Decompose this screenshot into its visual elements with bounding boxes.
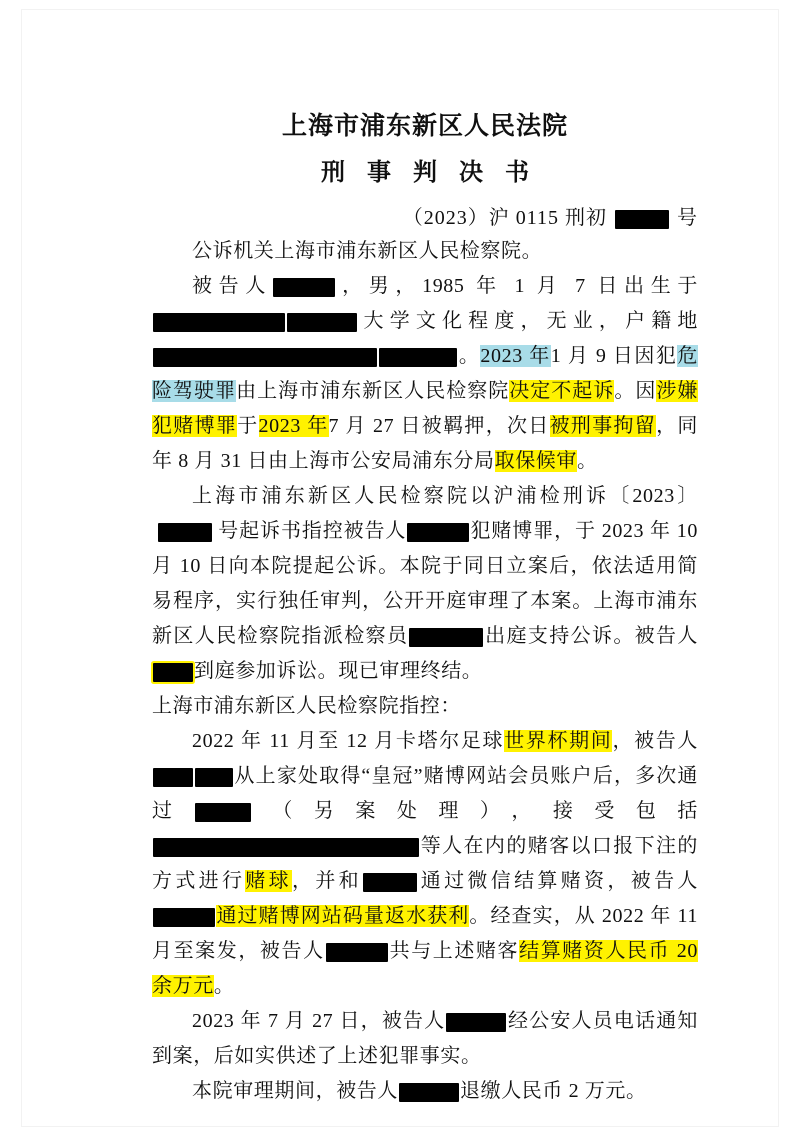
highlight-settlement-amount: 结算赌资人民币 20 余万元 [152, 939, 698, 997]
text-run: 本院审理期间，被告人 [192, 1079, 398, 1102]
highlight-bail: 取保候审 [494, 449, 578, 472]
text-run: 2023 年 7 月 27 日，被告人 [192, 1009, 446, 1032]
text-run: ，同年 8 月 31 日由上海市公安局浦东分局 [152, 414, 699, 472]
redaction-block [195, 803, 251, 822]
redaction-block [153, 313, 285, 332]
redaction-block [153, 768, 193, 787]
text-run: 到庭参加诉讼。现已审理终结。 [194, 659, 483, 682]
case-number-suffix: 号 [677, 206, 698, 229]
text-run: 。 [577, 449, 598, 472]
paragraph-facts [152, 724, 698, 1004]
redaction-block [287, 313, 357, 332]
text-run: （另案处理），接受包括 [251, 799, 698, 822]
text-run: 大学文化程度，无业，户籍地 [358, 309, 698, 332]
paper-sheet [22, 10, 778, 1126]
text-run: 公诉机关上海市浦东新区人民检察院。 [192, 239, 543, 262]
paragraph-surrender [152, 1004, 698, 1074]
text-run: 从上家处取得“皇冠”赌博网站会员账户后，多次通过 [152, 764, 698, 822]
court-title: 上海市浦东新区人民法院 [281, 113, 568, 140]
highlight-date-2023: 2023 年 [480, 344, 551, 367]
redaction-block [153, 838, 419, 857]
highlight-dangerous-driving: 危险驾驶罪 [152, 344, 699, 402]
redaction-block [326, 943, 388, 962]
text-run: 。经查实，从 2022 年 11 月至案发，被告人 [152, 904, 699, 962]
paragraph-prosecuting-organ [152, 234, 698, 269]
redaction-block [409, 628, 483, 647]
highlight-date-2023-2: 2023 年 [258, 414, 329, 437]
text-run: 号起诉书指控被告人 [218, 519, 407, 542]
highlight-gambling-suspicion: 涉嫌犯赌博罪 [152, 379, 698, 437]
text-run: 1 月 9 日因犯 [550, 344, 678, 367]
text-run: 通过微信结算赌资，被告人 [418, 869, 699, 892]
redaction-block [153, 348, 377, 367]
text-run: ，并和 [292, 869, 363, 892]
text-run: 经公安人员电话通知到案，后如实供述了上述犯罪事实。 [152, 1009, 698, 1067]
paragraph-accusation-header [152, 689, 698, 724]
text-run: 等人在内的赌客以口报下注的方式进行 [152, 834, 698, 892]
redaction-block [363, 873, 417, 892]
text-run: 。 [458, 344, 481, 367]
text-run: 。因 [614, 379, 657, 402]
redaction-block [153, 663, 193, 682]
paragraph-defendant-info [152, 269, 698, 479]
text-run: 上海市浦东新区人民检察院指控： [152, 694, 461, 717]
document-body [152, 110, 698, 1109]
text-run: 。 [213, 974, 235, 997]
redaction-block [273, 278, 335, 297]
text-run: 被告人 [192, 274, 273, 297]
redaction-block [407, 523, 469, 542]
text-run: ，男，1985 年 1 月 7 日出生于 [336, 274, 698, 297]
text-run: ，被告人 [612, 729, 699, 752]
highlight-no-prosecution: 决定不起诉 [509, 379, 615, 402]
text-run: 共与上述赌客 [388, 939, 520, 962]
highlight-football-betting: 赌球 [245, 869, 293, 892]
text-run: 于 [237, 414, 259, 437]
redaction-block [195, 768, 233, 787]
text-run: 出庭支持公诉。被告人 [484, 624, 699, 647]
text-run: 7 月 27 日被羁押，次日 [328, 414, 550, 437]
document-type-title: 刑 事 判 决 书 [321, 159, 537, 186]
text-run: 2022 年 11 月至 12 月卡塔尔足球 [192, 729, 505, 752]
redaction-block [158, 523, 212, 542]
redaction-block [615, 210, 669, 229]
paragraph-restitution [152, 1074, 698, 1109]
text-run: 犯赌博罪，于 2023 年 10 月 10 日向本院提起公诉。本院于同日立案后，依法适用简易程序，实行独任审判，公开开庭审理了本案。上海市浦东新区人民检察院指派检察员 [152, 519, 698, 647]
text-run: 退缴人民币 2 万元。 [460, 1079, 647, 1102]
redaction-block [446, 1013, 506, 1032]
redaction-block [153, 908, 215, 927]
highlight-world-cup: 世界杯期间 [504, 729, 613, 752]
case-number-prefix: （2023）沪 0115 刑初 [402, 206, 607, 229]
highlight-criminal-detention: 被刑事拘留 [549, 414, 657, 437]
text-run: 上海市浦东新区人民检察院以沪浦检刑诉〔2023〕 [192, 484, 698, 507]
case-number-line [152, 201, 698, 230]
redaction-block [399, 1083, 459, 1102]
paragraph-indictment [152, 479, 698, 689]
highlight-rebate-profit: 通过赌博网站码量返水获利 [216, 904, 470, 927]
text-run: 由上海市浦东新区人民检察院 [236, 379, 510, 402]
redaction-block [379, 348, 457, 367]
